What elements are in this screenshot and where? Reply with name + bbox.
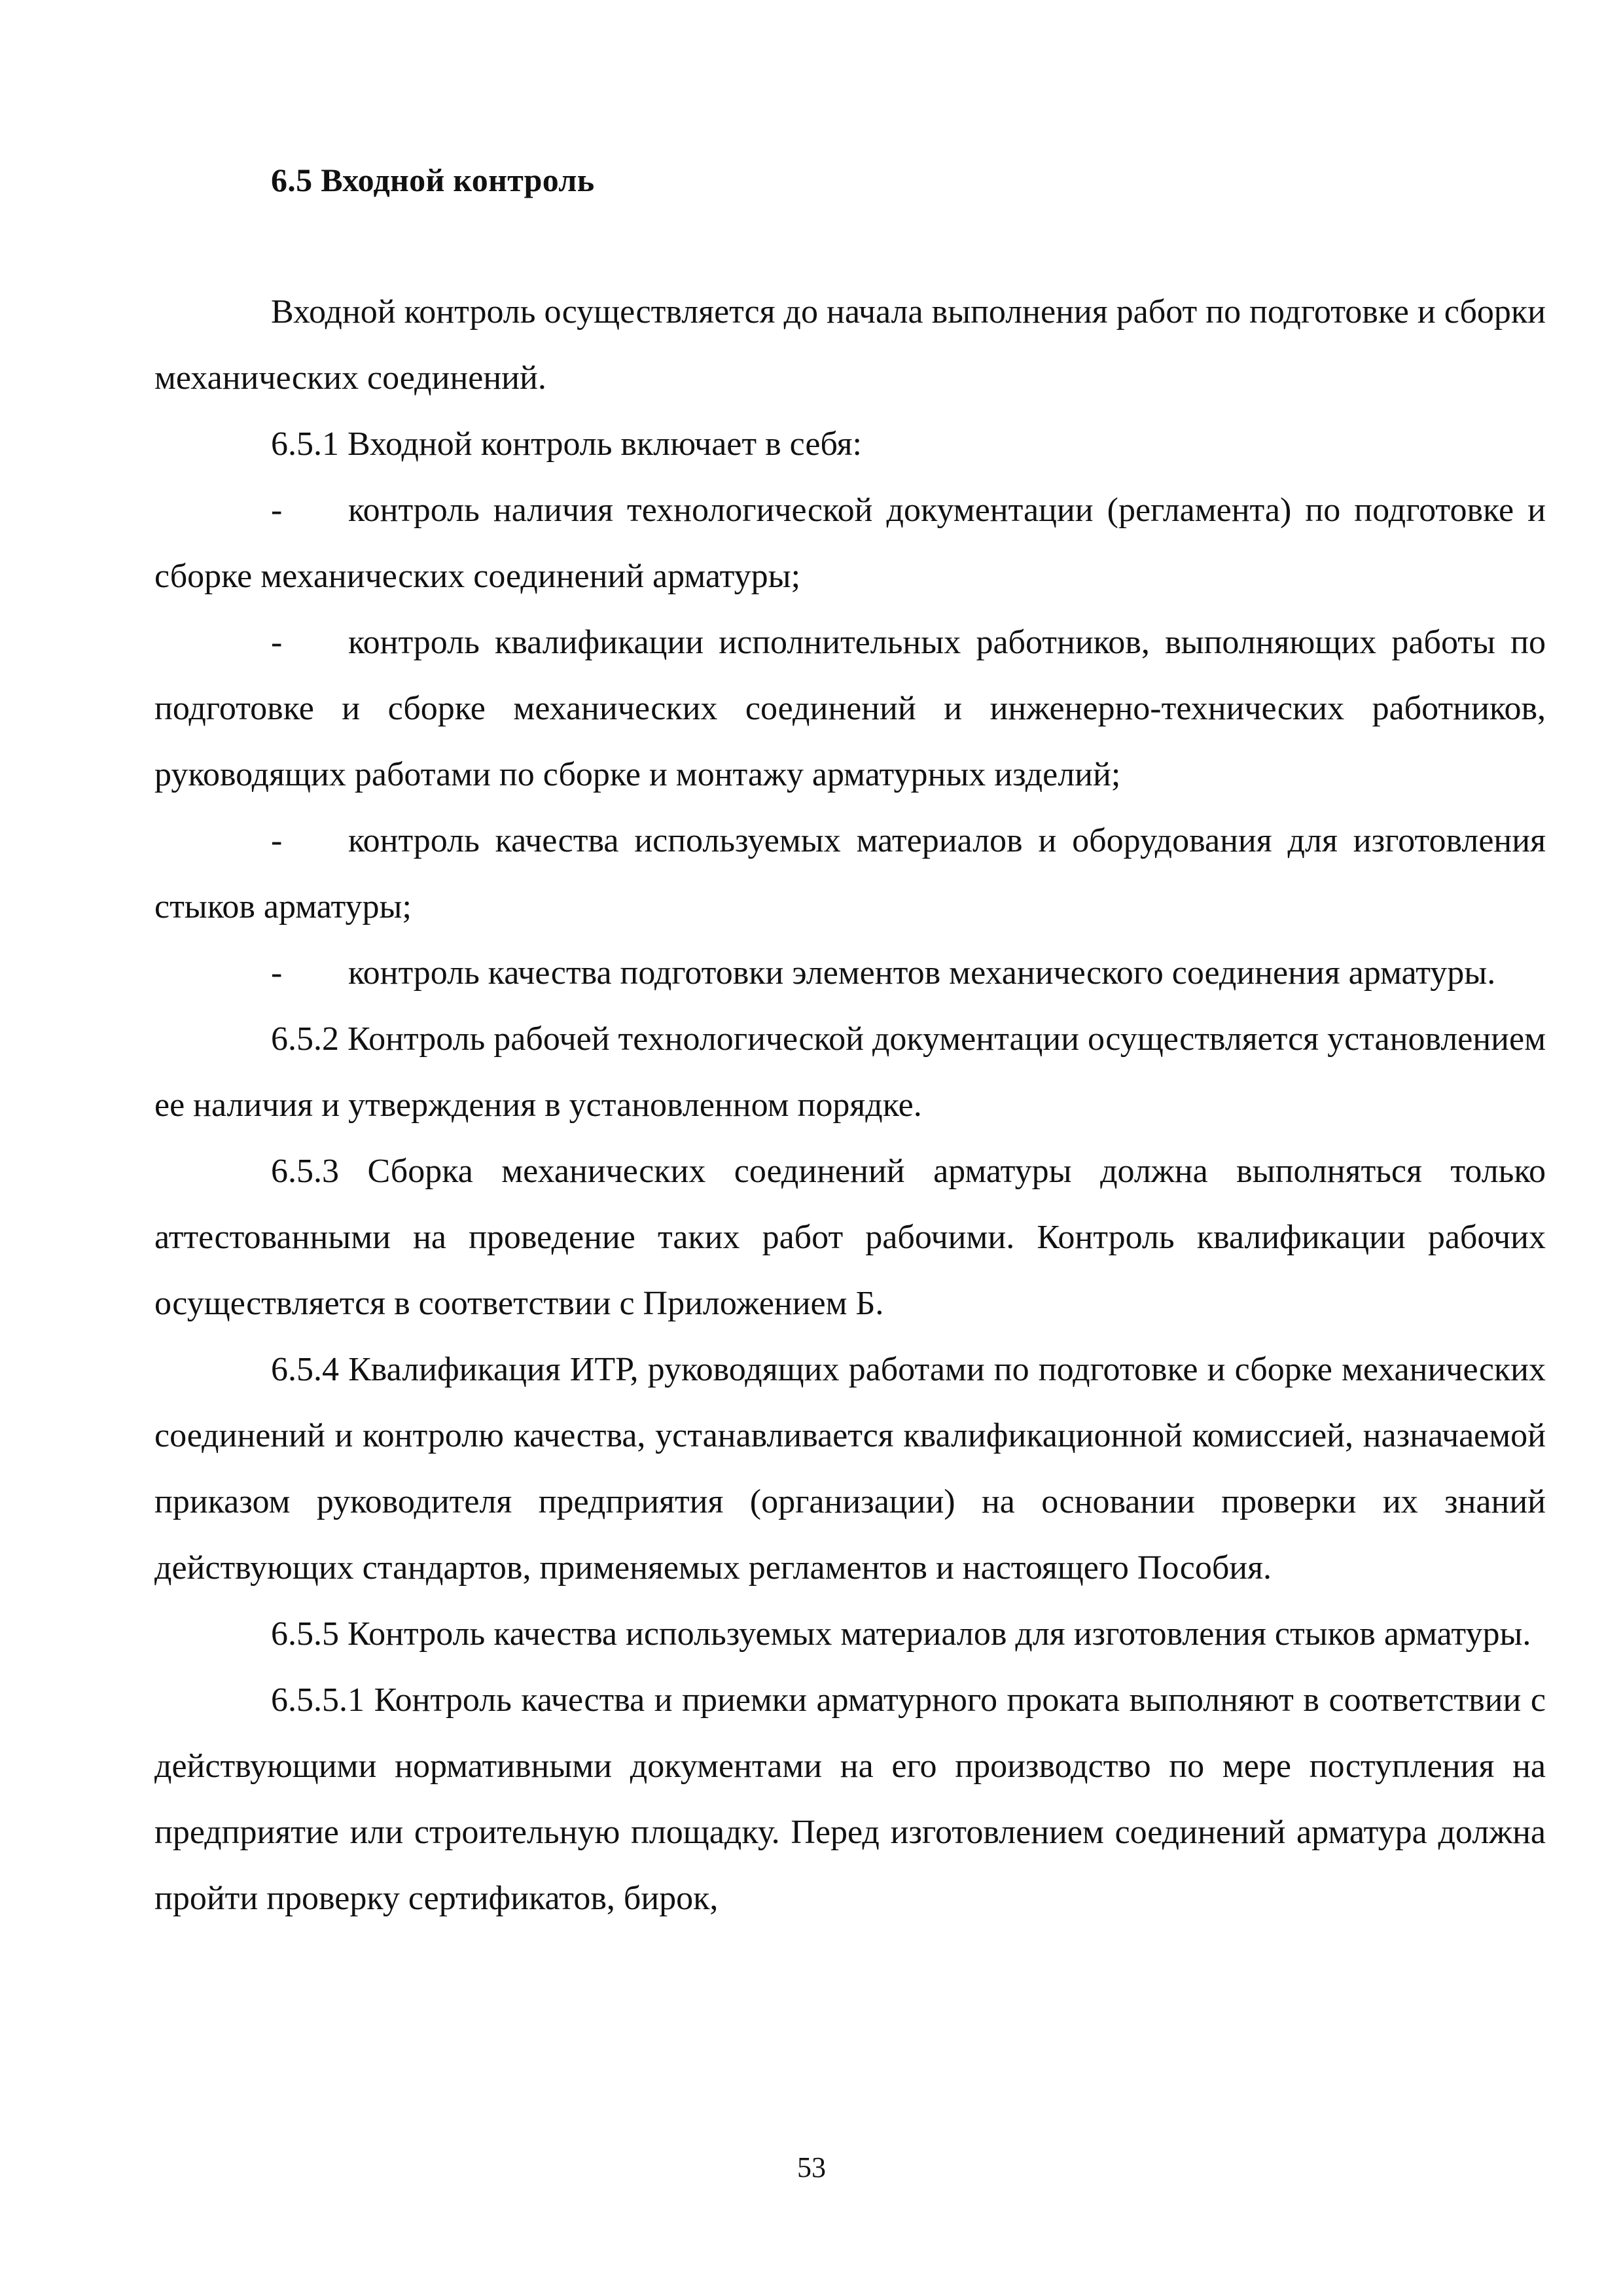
list-item-text: контроль квалификации исполнительных работников, выполняющих работы по подготовке и сборке механических соединений и инженерно-технических работников, руководящих работами по сборке и монтажу арматурных изделий; [154, 624, 1546, 793]
list-item [154, 808, 1546, 940]
list-item [154, 609, 1546, 808]
list-item-text: контроль качества используемых материалов и оборудования для изготовления стыков арматуры; [154, 822, 1546, 925]
list-bullet: - [271, 954, 283, 992]
paragraph: 6.5.3 Сборка механических соединений арматуры должна выполняться только аттестованными на проведение таких работ рабочими. Контроль квалификации рабочих осуществляется в соответствии с Приложением Б. [154, 1153, 1546, 1322]
paragraph: 6.5.5.1 Контроль качества и приемки арматурного проката выполняют в соответствии с действующими нормативными документами на его производство по мере поступления на предприятие или строительную площадку. Перед изготовлением соединений арматура должна пройти проверку сертификатов, бирок, [154, 1681, 1546, 1917]
list-item [154, 940, 1546, 1006]
page-number: 53 [797, 2151, 826, 2183]
list-item [154, 477, 1546, 609]
body-text [154, 279, 1546, 1931]
list-bullet: - [271, 822, 283, 859]
paragraph: 6.5.4 Квалификация ИТР, руководящих работами по подготовке и сборке механических соединений и контролю качества, устанавливается квалификационной комиссией, назначаемой приказом руководителя предприятия (организации) на основании проверки их знаний действующих стандартов, применяемых регламентов и настоящего Пособия. [154, 1351, 1546, 1587]
paragraph: 6.5.1 Входной контроль включает в себя: [271, 425, 862, 463]
paragraph: 6.5.5 Контроль качества используемых материалов для изготовления стыков арматуры. [271, 1615, 1531, 1653]
section-heading: 6.5 Входной контроль [271, 162, 595, 198]
list-bullet: - [271, 492, 283, 529]
list-item-text: контроль качества подготовки элементов механического соединения арматуры. [348, 954, 1496, 992]
list-bullet: - [271, 624, 283, 661]
paragraph: 6.5.2 Контроль рабочей технологической документации осуществляется установлением ее наличия и утверждения в установленном порядке. [154, 1020, 1546, 1124]
paragraph: Входной контроль осуществляется до начала выполнения работ по подготовке и сборки механических соединений. [154, 293, 1546, 397]
list-item-text: контроль наличия технологической документации (регламента) по подготовке и сборке механических соединений арматуры; [154, 492, 1546, 595]
